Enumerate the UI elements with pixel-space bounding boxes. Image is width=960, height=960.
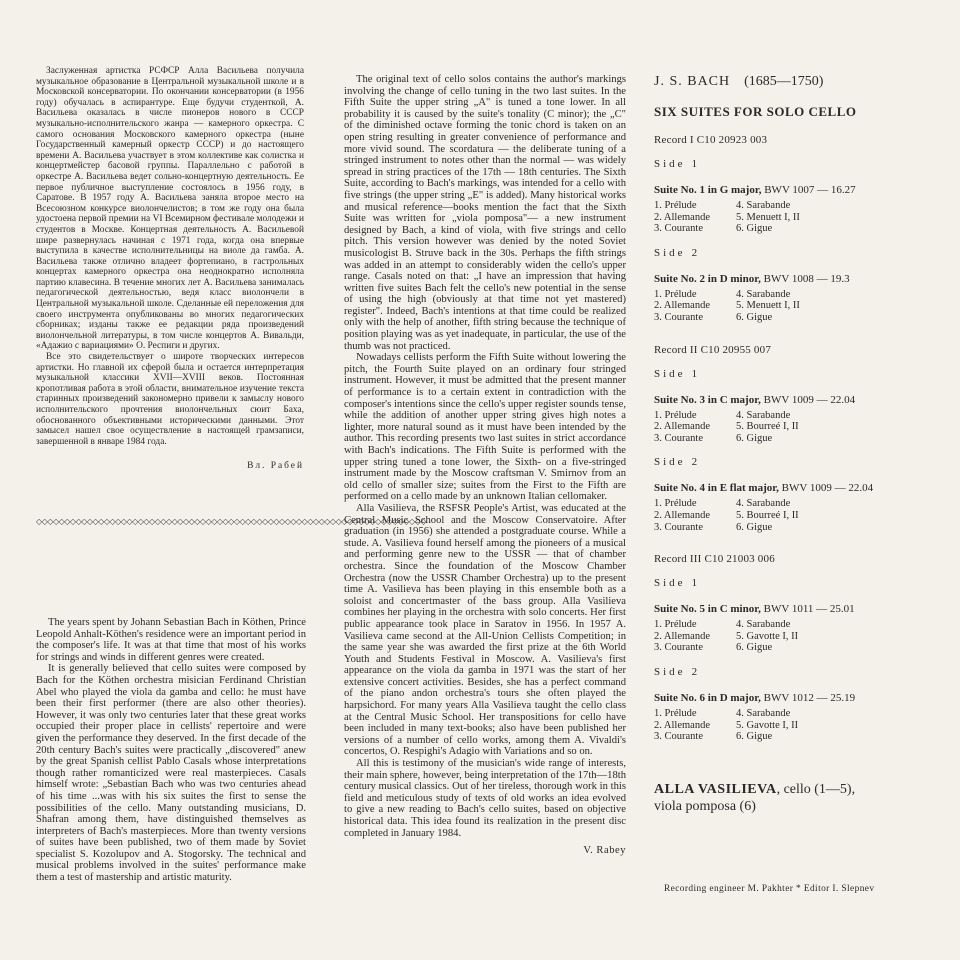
movement: 3. Courante [654,311,703,323]
side-number: 1 [691,577,701,590]
program-listing [654,74,934,815]
suite-title: Suite No. 2 in D minor, BWV 1008 — 19.3 [654,272,850,285]
side-word: Side [654,456,686,469]
suite-title: Suite No. 5 in C minor, BWV 1011 — 25.01 [654,603,855,616]
movement: 4. Sarabande [736,288,791,300]
suite-title: Suite No. 1 in G major, BWV 1007 — 16.27 [654,184,856,196]
movement: 1. Prélude [654,409,697,421]
side-number: 2 [691,665,701,678]
suite-name: Suite No. 4 in E flat major, [654,482,779,495]
movement: 6. Gigue [736,311,773,323]
movement: 6. Gigue [736,642,773,654]
movement-list [654,498,934,533]
english-paragraph: Nowadays cellists perform the Fifth Suite without lowering the pitch, the Fourth Suite played on an ordinary four stringed instrument. However, it must be admitted that the present manner of performance is to a certain extent in contradiction with the composer's intentions since the cello's upper register sounds tense, while the addition of another upper string gives high notes a lighter, more natural sound as it must have been intended by the author. This recording presents two last suites in strict accordance with Bach's indications. The Fifth Suite is performed with the upper string tuned a tone lower, the Sixth- on a five-stringed instrument made by the Moscow craftsman V. Smirnov from an old cello of smaller size; suites from the First to the Fifth are performed on a cello made by an unknown Italian cellomaker. [344,352,626,503]
movement: 4. Sarabande [736,409,791,421]
side-word: Side [654,158,686,170]
english-notes-left [36,617,306,884]
ornamental-divider: ◇◇◇◇◇◇◇◇◇◇◇◇◇◇◇◇◇◇◇◇◇◇◇◇◇◇◇◇◇◇◇◇◇◇◇◇◇◇◇◇◇◇◇◇◇◇◇◇◇◇◇◇◇◇◇◇◇◇◇◇◇◇◇◇◇◇◇◇◇ [36,517,427,526]
movement: 6. Gigue [736,223,773,235]
english-paragraph: All this is testimony of the musician's wide range of interests, their main sphere, however, being interpretation of the 17th—18th century musical classics. Out of her tireless, thorough work in this field and meticulous study of texts of old works an idea evolved to give a new reading to Bach's cello suites, based on objective historical data. This idea found its realization in the present disc completed in January 1984. [344,758,626,839]
movement: 3. Courante [654,731,703,743]
side-label [654,456,934,468]
side-label [654,577,934,589]
side-number: 1 [691,367,701,380]
russian-signature: Вл. Рабей [247,461,304,472]
english-notes-middle [344,74,626,857]
performer-name: ALLA VASILIEVA [654,781,777,797]
movement: 2. Allemande [654,509,710,521]
russian-paragraph: Все это свидетельствует о широте творческих интересов артистки. Но главной их сферой была и остается интерпретация музыкальной классики XVII—XVIII веков. Постоянная кропотливая работа в этой области, внимательное изучение текста старинных произведений закономерно привели к замыслу нового исполнительского прочтения виолончельных сюит Баха, обоснованного объективными историческими данными. Этот замысел нашел свое осуществление в настоящей грамзаписи, завершенной в январе 1984 года. [36,352,304,447]
performer-instrument-1: , cello (1—5), [776,781,856,797]
movement: 3. Courante [654,642,703,654]
composer-heading [654,74,934,90]
english-paragraph: The years spent by Johann Sebastian Bach in Köthen, Prince Leopold Anhalt-Köthen's residence were an important period in the composer's life. It was at that time that most of his works for strings and winds in different genres were created. [36,617,306,663]
side-label [654,247,934,259]
russian-notes [36,66,304,472]
suite-name: Suite No. 5 in C minor, [654,603,761,616]
movement: 5. Gavotte I, II [736,719,799,731]
movement-list [654,410,934,445]
movement-list [654,289,934,324]
side-number: 1 [691,158,701,170]
english-paragraph: It is generally believed that cello suites were composed by Bach for the Köthen orchestra misician Ferdinand Christian Abel who played the viola da gamba and cello: he must have been their first performer (there are also other theories). However, it was only two centuries later that these great works occupied their proper place in cellists' repertoire and were given the performance they deserved. In the first decade of the 20th century Bach's suites were practically „discovered" anew by the great Spanish cellist Pablo Casals whose interpretations though rather romanticized were real masterpieces. Casals himself wrote: „Sebastian Bach who was two centuries ahead of his time ...was with his six suites the first to sense the possibilities of the cello. Many outstanding musicians, D. Shafran among them, have distinguished themselves as interpreters of Bach's masterpieces. More than twenty versions of suites have been published, two of them made by Soviet specialist S. Kozolupov and A. Stogorsky. The technical and musical problems involved in the suites' performance make them a test of mastership and artistic maturity. [36,663,306,884]
movement: 3. Courante [654,521,703,533]
movement: 2. Allemande [654,719,710,731]
work-title: SIX SUITES FOR SOLO CELLO [654,104,857,119]
english-paragraph: Alla Vasilieva, the RSFSR People's Artist, was educated at the Central Music School and the Moscow Conservatoire. After graduation (in 1956) she attended a postgraduate course. While a stude. A. Vasilieva found herself among the pioneers of a musical and performing genre new to the USSR — that of chamber orchestra. Since the foundation of the Moscow Chamber Orchestra (now the USSR Chamber Orchestra) up to the present time A. Vasilieva has been playing in this ensemble both as a soloist and concertmaster of the bass group. Alla Vasilieva combines her playing in the orchestra with solo concerts. Her first public appearance took place in Saratov in 1956. In 1957 A. Vasilieva came second at the All-Union Cellists Competition; in the same year she was awarded the first prize at the 6th World Youth and Students Festival in Moscow. A. Vasilieva's first appearance on the viola da gamba in 1971 was the start of her extensive concert activities. Besides, she has a perfect command of the piano andon orchestra's tours she often played the harpsichord. For many years Alla Vasilieva taught the cello class at the Central Music School. Her transpositions for cello have been included in many text-books; also have been published her versions of a number of cello works, among them A. Vivaldi's concertos, O. Respighi's Adagio with Variations and so on. [344,502,626,758]
movement: 1. Prélude [654,707,697,719]
records-list [654,134,934,743]
suite-name: Suite No. 1 in G major, [654,184,762,196]
movement: 6. Gigue [736,731,773,743]
movement: 5. Menuett I, II [736,211,800,223]
movement: 6. Gigue [736,521,773,533]
english-paragraph: The original text of cello solos contains the author's markings involving the change of cello tuning in the two last suites. In the Fifth Suite the upper string „A" is tuned a tone lower. In all probability it is caused by the suite's tonality (C minor); the „C" of the diminished octave forming the tonic chord is taken on an open string resulting in greater convenience of performance and more vivid sound. The scordatura — the deliberate tuning of a stringed instrument to notes other than the normal — was widely spread in string practices of the 17th — 18th centuries. The Sixth Suite, according to Bach's markings, was intended for a cello with five strings (the upper string „E" is added). Many historical works and musical reference—books mention the fact that the Sixth Suite was written for „viola pomposa"— a new instrument designed by Bach, a kind of viola, with five strings and cello pitch. This version however was denied by the noted Soviet musicologist B. Struve back in the 30s. Perhaps the fifth strings was added in an attempt to considerably widen the cello's upper range. Casals noted on that: „I have an impression that having written five suites Bach felt the cello's new potential in the sense of using the high (obviously at that time not yet mastered) register". Indeed, Bach's intentions at that time could be realized only with the help of another, fifth string because the technique of position playing was as yet inadequate, in particular, the use of the thumb was not practiced. [344,74,626,352]
suite-title: Suite No. 4 in E flat major, BWV 1009 — 22.04 [654,482,874,495]
composer-dates: (1685—1750) [744,74,824,89]
side-word: Side [654,246,686,259]
movement: 2. Allemande [654,211,710,223]
production-credits: Recording engineer M. Pakhter * Editor I. Slepnev [664,884,875,894]
movement: 1. Prélude [654,288,697,300]
movement: 2. Allemande [654,421,710,433]
suite-title: Suite No. 6 in D major, BWV 1012 — 25.19 [654,691,856,704]
movement: 3. Courante [654,432,703,444]
movement: 1. Prélude [654,498,697,510]
movement: 4. Sarabande [736,707,791,719]
side-word: Side [654,577,686,590]
record-label: Record I C10 20923 003 [654,134,768,146]
side-label [654,158,934,170]
movement: 6. Gigue [736,432,773,444]
side-number: 2 [691,246,701,259]
movement: 1. Prélude [654,619,697,631]
suite-title: Suite No. 3 in C major, BWV 1009 — 22.04 [654,393,856,406]
side-word: Side [654,665,686,678]
movement: 4. Sarabande [736,619,791,631]
side-label [654,368,934,380]
suite-name: Suite No. 3 in C major, [654,393,761,406]
performer-instrument-2: viola pomposa (6) [654,798,756,814]
english-signature: V. Rabey [583,845,626,857]
movement: 4. Sarabande [736,200,791,211]
movement: 2. Allemande [654,300,710,312]
record-label: Record II C10 20955 007 [654,343,772,356]
movement: 5. Menuett I, II [736,300,800,312]
movement: 5. Bourreé I, II [736,421,799,433]
composer-name: J. S. BACH [654,74,731,89]
movement: 5. Bourreé I, II [736,509,799,521]
movement: 5. Gavotte I, II [736,630,799,642]
movement-list [654,200,934,235]
movement-list [654,708,934,743]
movement: 4. Sarabande [736,498,791,510]
movement: 3. Courante [654,223,703,235]
movement-list [654,619,934,654]
suite-name: Suite No. 2 in D minor, [654,272,761,285]
movement: 1. Prélude [654,200,697,211]
side-label [654,666,934,678]
suite-name: Suite No. 6 in D major, [654,691,761,704]
record-label: Record III C10 21003 006 [654,553,775,566]
performer-credit [654,781,934,815]
russian-paragraph: Заслуженная артистка РСФСР Алла Васильева получила музыкальное образование в Центральной музыкальной школе и в Московской консерватории. По окончании консерватории (в 1956 году) обучалась в аспирантуре. Еще будучи студенткой, А. Васильева оказалась в числе пионеров нового в СССР музыкально-исполнительского жанра — камерного оркестра. С самого основания Московского камерного оркестра (ныне Государственный камерный оркестр СССР) и до настоящего времени А. Васильева участвует в этом коллективе как солистка и концертмейстер басовой группы. Параллельно с работой в оркестре А. Васильева ведет сольно-концертную деятельность. Ее первое публичное выступление состоялось в 1956 году, в Саратове. В 1957 году А. Васильева заняла второе место на Всесоюзном конкурсе виолончелистов; в том же году она была удостоена первой премии на VI Всемирном фестивале молодежи и студентов в Москве. Концертная деятельность А. Васильевой шире развернулась начиная с 1971 года, когда она впервые выступила в качестве исполнительницы на виоле да гамба. А. Васильева также отлично владеет фортепиано, в гастрольных концертах камерного оркестра она неоднократно исполняла партию клавесина. В течение многих лет А. Васильева занималась педагогической деятельностью, ведя класс виолончели в Центральной музыкальной школе. Сделанные ей переложения для своего инструмента опубликованы во многих педагогических сборниках; изданы также ее редакции ряда произведений виолончельной литературы, в том числе концертов А. Вивальди, «Адажио с вариациями» О. Респиги и других. [36,66,304,352]
side-number: 2 [691,456,701,469]
movement: 2. Allemande [654,630,710,642]
side-word: Side [654,367,686,380]
